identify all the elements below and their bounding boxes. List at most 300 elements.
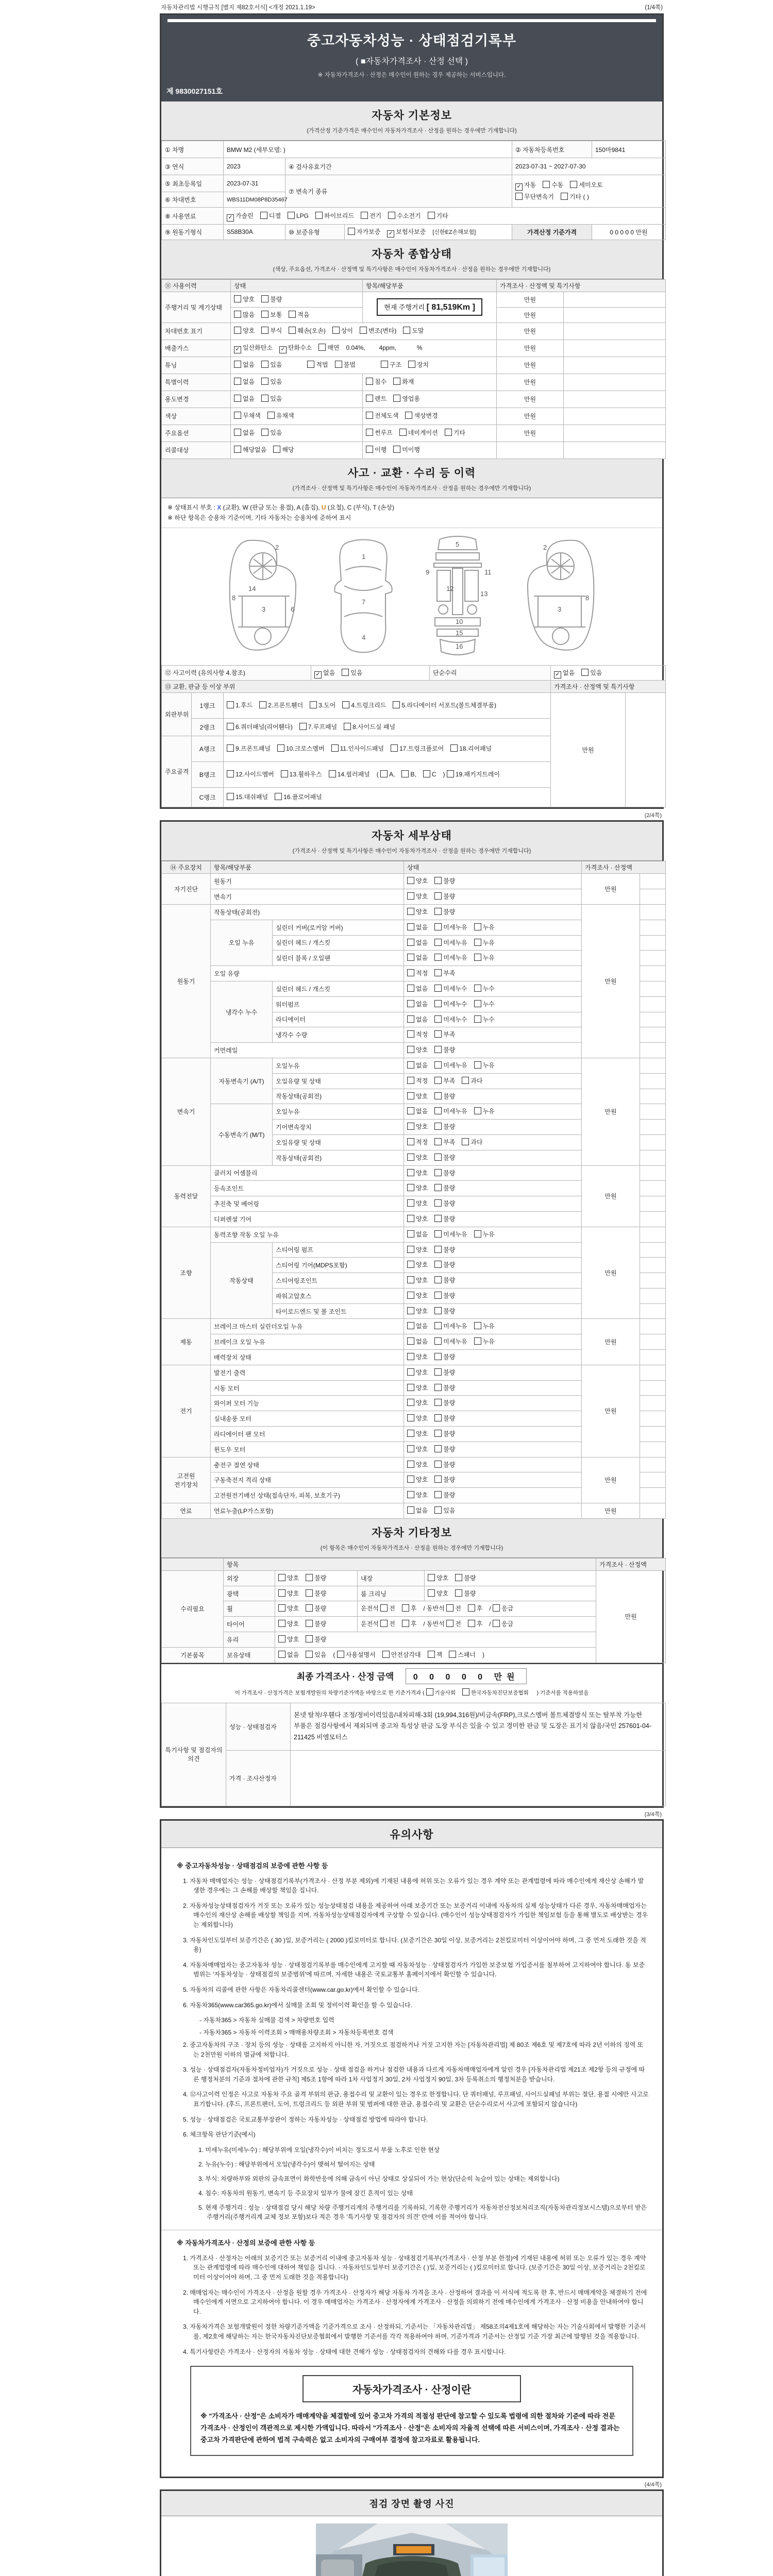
price-note-cell[interactable]: [564, 357, 666, 374]
checkbox-icon[interactable]: [227, 744, 234, 752]
checkbox-icon[interactable]: [474, 939, 481, 946]
checkbox-option[interactable]: [227, 743, 271, 755]
checkbox-icon[interactable]: [278, 1635, 285, 1642]
checkbox-option[interactable]: [407, 1290, 428, 1302]
checkbox-icon[interactable]: [428, 1574, 435, 1581]
checkbox-icon[interactable]: [277, 744, 284, 752]
checkbox-icon[interactable]: [434, 985, 442, 992]
price-note-cell[interactable]: [640, 1334, 666, 1350]
price-note-cell[interactable]: [640, 1043, 666, 1058]
checkbox-option[interactable]: [314, 667, 335, 679]
checkbox-option[interactable]: [434, 1306, 455, 1317]
checkbox-icon[interactable]: [407, 1322, 414, 1329]
checkbox-option[interactable]: [227, 721, 293, 733]
checkbox-option[interactable]: [407, 1489, 428, 1501]
checkbox-icon[interactable]: [434, 1430, 442, 1437]
checkbox-option[interactable]: [493, 1618, 513, 1630]
checkbox-checked-icon[interactable]: [554, 671, 561, 679]
checkbox-icon[interactable]: [474, 1061, 481, 1069]
checkbox-icon[interactable]: [306, 1651, 313, 1658]
checkbox-icon[interactable]: [278, 1651, 285, 1658]
checkbox-icon[interactable]: [462, 1138, 469, 1145]
checkbox-option[interactable]: [234, 427, 255, 439]
checkbox-option[interactable]: [393, 700, 496, 711]
checkbox-option[interactable]: [407, 1259, 428, 1271]
checkbox-icon[interactable]: [434, 1092, 442, 1099]
checkbox-option[interactable]: [407, 1075, 428, 1087]
checkbox-option[interactable]: [434, 906, 455, 918]
checkbox-icon[interactable]: [408, 361, 415, 368]
checkbox-icon[interactable]: [474, 1000, 481, 1007]
checkbox-option[interactable]: [434, 1275, 455, 1286]
checkbox-option[interactable]: [434, 891, 455, 903]
checkbox-icon[interactable]: [434, 1046, 442, 1053]
checkbox-option[interactable]: [407, 1382, 428, 1394]
checkbox-option[interactable]: [468, 1618, 483, 1630]
checkbox-icon[interactable]: [407, 1199, 414, 1207]
checkbox-option[interactable]: [234, 444, 266, 456]
checkbox-option[interactable]: [381, 359, 401, 371]
checkbox-icon[interactable]: [380, 770, 388, 777]
checkbox-option[interactable]: [234, 325, 255, 337]
checkbox-option[interactable]: [278, 1649, 299, 1661]
checkbox-option[interactable]: [434, 1167, 455, 1179]
checkbox-option[interactable]: [434, 952, 467, 964]
checkbox-option[interactable]: [474, 983, 495, 995]
checkbox-icon[interactable]: [474, 1015, 481, 1023]
checkbox-icon[interactable]: [434, 1353, 442, 1360]
checkbox-icon[interactable]: [306, 1635, 313, 1642]
checkbox-icon[interactable]: [407, 1154, 414, 1161]
checkbox-option[interactable]: [261, 325, 282, 337]
checkbox-icon[interactable]: [434, 1030, 442, 1038]
checkbox-option[interactable]: [289, 325, 325, 337]
checkbox-option[interactable]: [407, 1152, 428, 1164]
price-note-cell[interactable]: [640, 996, 666, 1012]
checkbox-icon[interactable]: [434, 877, 442, 884]
checkbox-icon[interactable]: [234, 378, 241, 385]
checkbox-option[interactable]: [279, 342, 312, 354]
checkbox-option[interactable]: [278, 1603, 299, 1615]
price-note-cell[interactable]: [640, 1027, 666, 1043]
checkbox-icon[interactable]: [407, 1414, 414, 1421]
checkbox-icon[interactable]: [515, 193, 523, 200]
checkbox-icon[interactable]: [407, 954, 414, 961]
checkbox-option[interactable]: [234, 309, 255, 321]
checkbox-option[interactable]: [407, 1137, 428, 1148]
price-note-cell[interactable]: [640, 981, 666, 996]
checkbox-icon[interactable]: [474, 1230, 481, 1238]
checkbox-option[interactable]: [344, 721, 395, 733]
checkbox-icon[interactable]: [260, 212, 267, 219]
checkbox-option[interactable]: [450, 743, 492, 755]
checkbox-option[interactable]: [281, 769, 322, 781]
checkbox-option[interactable]: [434, 1121, 455, 1133]
checkbox-icon[interactable]: [306, 1574, 313, 1581]
checkbox-option[interactable]: [434, 968, 455, 979]
checkbox-icon[interactable]: [407, 1123, 414, 1130]
checkbox-option[interactable]: [361, 210, 381, 222]
checkbox-icon[interactable]: [446, 1620, 453, 1627]
price-note-cell[interactable]: [640, 1196, 666, 1212]
checkbox-icon[interactable]: [426, 1688, 433, 1696]
checkbox-icon[interactable]: [393, 378, 400, 385]
checkbox-icon[interactable]: [407, 1015, 414, 1023]
checkbox-icon[interactable]: [468, 1604, 475, 1612]
checkbox-icon[interactable]: [446, 1604, 453, 1612]
checkbox-icon[interactable]: [407, 939, 414, 946]
checkbox-option[interactable]: [407, 1397, 428, 1409]
checkbox-option[interactable]: [455, 1572, 476, 1584]
checkbox-option[interactable]: [278, 1634, 299, 1646]
checkbox-icon[interactable]: [393, 701, 400, 708]
price-note-cell[interactable]: [640, 1273, 666, 1289]
checkbox-icon[interactable]: [227, 770, 234, 777]
checkbox-checked-icon[interactable]: [387, 230, 394, 238]
checkbox-icon[interactable]: [278, 1604, 285, 1612]
checkbox-icon[interactable]: [474, 1337, 481, 1345]
checkbox-icon[interactable]: [434, 1322, 442, 1329]
checkbox-icon[interactable]: [434, 1107, 442, 1114]
checkbox-option[interactable]: [434, 1044, 455, 1056]
checkbox-icon[interactable]: [581, 669, 589, 676]
checkbox-icon[interactable]: [234, 311, 241, 318]
checkbox-icon[interactable]: [348, 228, 355, 235]
price-note-cell[interactable]: [640, 1242, 666, 1258]
checkbox-icon[interactable]: [407, 1307, 414, 1314]
checkbox-option[interactable]: [434, 1290, 455, 1302]
checkbox-icon[interactable]: [434, 1199, 442, 1207]
checkbox-icon[interactable]: [434, 1015, 442, 1023]
checkbox-option[interactable]: [407, 1244, 428, 1256]
checkbox-icon[interactable]: [434, 1246, 442, 1253]
checkbox-option[interactable]: [462, 1075, 482, 1087]
checkbox-option[interactable]: [407, 968, 428, 979]
checkbox-icon[interactable]: [407, 1353, 414, 1360]
checkbox-icon[interactable]: [259, 701, 266, 708]
checkbox-option[interactable]: [474, 1014, 495, 1026]
checkbox-option[interactable]: [227, 210, 254, 222]
checkbox-option[interactable]: [474, 937, 495, 949]
price-note-cell[interactable]: [640, 920, 666, 935]
checkbox-option[interactable]: [434, 1152, 455, 1164]
checkbox-icon[interactable]: [434, 1445, 442, 1452]
checkbox-icon[interactable]: [391, 744, 398, 752]
checkbox-icon[interactable]: [399, 429, 407, 436]
checkbox-icon[interactable]: [434, 1154, 442, 1161]
checkbox-icon[interactable]: [261, 361, 268, 368]
checkbox-option[interactable]: [407, 1091, 428, 1103]
checkbox-icon[interactable]: [342, 669, 349, 676]
checkbox-option[interactable]: [407, 1229, 428, 1241]
price-note-cell[interactable]: [564, 425, 666, 442]
checkbox-icon[interactable]: [331, 744, 339, 752]
checkbox-icon[interactable]: [267, 412, 275, 419]
checkbox-option[interactable]: [388, 210, 421, 222]
checkbox-option[interactable]: [278, 1588, 299, 1600]
checkbox-icon[interactable]: [445, 429, 452, 436]
price-note-cell[interactable]: [640, 1073, 666, 1089]
checkbox-option[interactable]: [434, 1198, 455, 1210]
checkbox-option[interactable]: [391, 743, 444, 755]
checkbox-icon[interactable]: [360, 327, 367, 334]
price-note-cell[interactable]: [640, 1104, 666, 1120]
checkbox-icon[interactable]: [407, 1399, 414, 1406]
checkbox-icon[interactable]: [407, 1107, 414, 1114]
checkbox-icon[interactable]: [474, 1322, 481, 1329]
checkbox-option[interactable]: [434, 1351, 455, 1363]
checkbox-icon[interactable]: [234, 327, 241, 334]
price-note-cell[interactable]: [640, 1350, 666, 1365]
checkbox-option[interactable]: [342, 700, 386, 711]
checkbox-icon[interactable]: [434, 1506, 442, 1514]
checkbox-icon[interactable]: [407, 1077, 414, 1084]
checkbox-option[interactable]: [561, 191, 589, 203]
price-note-cell[interactable]: [640, 1472, 666, 1488]
checkbox-icon[interactable]: [318, 344, 326, 351]
checkbox-option[interactable]: [260, 210, 281, 222]
checkbox-icon[interactable]: [315, 212, 323, 219]
checkbox-option[interactable]: [307, 359, 328, 371]
checkbox-icon[interactable]: [428, 1589, 435, 1597]
checkbox-icon[interactable]: [393, 446, 400, 453]
appraiser-remarks-text[interactable]: [291, 1750, 666, 1806]
checkbox-icon[interactable]: [278, 1620, 285, 1627]
checkbox-option[interactable]: [407, 1351, 428, 1363]
checkbox-icon[interactable]: [261, 311, 268, 318]
checkbox-option[interactable]: [273, 444, 294, 456]
checkbox-option[interactable]: [447, 769, 500, 781]
checkbox-option[interactable]: [289, 309, 309, 321]
price-note-cell[interactable]: [640, 951, 666, 966]
checkbox-option[interactable]: [434, 1060, 467, 1072]
price-note-cell[interactable]: [640, 1012, 666, 1027]
checkbox-icon[interactable]: [234, 429, 241, 436]
checkbox-option[interactable]: [407, 1213, 428, 1225]
checkbox-icon[interactable]: [281, 770, 288, 777]
price-note-cell[interactable]: [640, 1442, 666, 1457]
checkbox-option[interactable]: [434, 937, 467, 949]
checkbox-option[interactable]: [474, 998, 495, 1010]
checkbox-option[interactable]: [474, 922, 495, 934]
checkbox-option[interactable]: [434, 1382, 455, 1394]
checkbox-option[interactable]: [310, 700, 335, 711]
price-note-cell[interactable]: [640, 904, 666, 920]
checkbox-icon[interactable]: [261, 327, 268, 334]
checkbox-option[interactable]: [423, 769, 436, 781]
checkbox-checked-icon[interactable]: [234, 346, 241, 353]
checkbox-option[interactable]: [306, 1572, 326, 1584]
price-note-cell[interactable]: [564, 374, 666, 391]
checkbox-option[interactable]: [434, 1075, 455, 1087]
checkbox-icon[interactable]: [423, 770, 430, 777]
checkbox-icon[interactable]: [561, 193, 568, 200]
checkbox-icon[interactable]: [434, 1276, 442, 1283]
checkbox-option[interactable]: [446, 1603, 461, 1615]
checkbox-option[interactable]: [407, 1444, 428, 1455]
price-note-cell[interactable]: [640, 889, 666, 905]
checkbox-option[interactable]: [277, 743, 325, 755]
checkbox-icon[interactable]: [434, 1261, 442, 1268]
checkbox-option[interactable]: [227, 791, 268, 803]
checkbox-icon[interactable]: [434, 1337, 442, 1345]
checkbox-icon[interactable]: [306, 1620, 313, 1627]
checkbox-icon[interactable]: [434, 1169, 442, 1176]
checkbox-icon[interactable]: [474, 923, 481, 930]
checkbox-icon[interactable]: [450, 744, 458, 752]
checkbox-icon[interactable]: [407, 923, 414, 930]
checkbox-option[interactable]: [407, 983, 428, 995]
checkbox-option[interactable]: [234, 342, 273, 354]
checkbox-option[interactable]: [407, 1474, 428, 1486]
checkbox-icon[interactable]: [570, 181, 577, 188]
checkbox-icon[interactable]: [407, 1261, 414, 1268]
price-note-cell[interactable]: [564, 340, 666, 357]
price-note-cell[interactable]: [640, 966, 666, 981]
checkbox-icon[interactable]: [234, 446, 241, 453]
checkbox-icon[interactable]: [407, 969, 414, 976]
price-note-cell[interactable]: [640, 1488, 666, 1503]
checkbox-option[interactable]: [434, 1137, 455, 1148]
checkbox-option[interactable]: [407, 998, 428, 1010]
checkbox-icon[interactable]: [234, 412, 241, 419]
checkbox-option[interactable]: [299, 721, 337, 733]
checkbox-option[interactable]: [306, 1618, 326, 1630]
checkbox-option[interactable]: [227, 769, 274, 781]
checkbox-option[interactable]: [407, 937, 428, 949]
price-note-cell[interactable]: [564, 391, 666, 408]
checkbox-option[interactable]: [434, 1106, 467, 1117]
checkbox-option[interactable]: [234, 393, 255, 405]
checkbox-icon[interactable]: [361, 212, 368, 219]
price-note-cell[interactable]: [640, 1165, 666, 1181]
checkbox-icon[interactable]: [306, 1604, 313, 1612]
checkbox-icon[interactable]: [407, 1061, 414, 1069]
checkbox-option[interactable]: [407, 1505, 428, 1517]
checkbox-option[interactable]: [407, 1029, 428, 1041]
checkbox-checked-icon[interactable]: [515, 183, 523, 191]
checkbox-icon[interactable]: [393, 395, 400, 402]
checkbox-option[interactable]: [407, 1336, 428, 1348]
checkbox-option[interactable]: [434, 922, 467, 934]
checkbox-option[interactable]: [474, 1106, 495, 1117]
checkbox-option[interactable]: [275, 791, 322, 803]
price-note-cell[interactable]: [640, 1258, 666, 1273]
checkbox-option[interactable]: [434, 1474, 455, 1486]
checkbox-option[interactable]: [407, 1198, 428, 1210]
checkbox-option[interactable]: [261, 309, 282, 321]
price-note-cell[interactable]: [640, 1503, 666, 1519]
checkbox-option[interactable]: [402, 1618, 417, 1630]
checkbox-option[interactable]: [434, 1229, 467, 1241]
checkbox-icon[interactable]: [332, 327, 340, 334]
price-note-cell[interactable]: [640, 1089, 666, 1104]
checkbox-icon[interactable]: [307, 361, 314, 368]
checkbox-icon[interactable]: [474, 1107, 481, 1114]
checkbox-icon[interactable]: [342, 701, 349, 708]
checkbox-option[interactable]: [407, 1367, 428, 1379]
price-note-cell[interactable]: [640, 1181, 666, 1196]
checkbox-icon[interactable]: [434, 1368, 442, 1376]
checkbox-option[interactable]: [434, 1091, 455, 1103]
checkbox-icon[interactable]: [434, 923, 442, 930]
checkbox-icon[interactable]: [434, 1123, 442, 1130]
checkbox-icon[interactable]: [407, 1046, 414, 1053]
checkbox-option[interactable]: [462, 1688, 529, 1699]
checkbox-option[interactable]: [446, 1618, 461, 1630]
checkbox-icon[interactable]: [329, 770, 336, 777]
checkbox-checked-icon[interactable]: [227, 214, 234, 222]
checkbox-icon[interactable]: [381, 361, 388, 368]
checkbox-icon[interactable]: [380, 1620, 388, 1627]
checkbox-icon[interactable]: [289, 311, 296, 318]
checkbox-icon[interactable]: [428, 212, 435, 219]
checkbox-option[interactable]: [407, 1167, 428, 1179]
checkbox-option[interactable]: [434, 1336, 467, 1348]
checkbox-option[interactable]: [434, 1182, 455, 1194]
price-note-cell[interactable]: [564, 442, 666, 459]
checkbox-option[interactable]: [393, 444, 420, 456]
checkbox-option[interactable]: [306, 1603, 326, 1615]
checkbox-option[interactable]: [261, 359, 282, 371]
checkbox-option[interactable]: [428, 1588, 448, 1600]
checkbox-option[interactable]: [259, 700, 303, 711]
checkbox-option[interactable]: [434, 983, 467, 995]
checkbox-icon[interactable]: [434, 1138, 442, 1145]
checkbox-icon[interactable]: [366, 412, 373, 419]
checkbox-icon[interactable]: [407, 1445, 414, 1452]
checkbox-icon[interactable]: [407, 1138, 414, 1145]
price-note-cell[interactable]: [640, 1058, 666, 1073]
checkbox-icon[interactable]: [434, 1491, 442, 1498]
checkbox-option[interactable]: [278, 1618, 299, 1630]
price-note-cell[interactable]: [640, 1427, 666, 1442]
checkbox-option[interactable]: [434, 875, 455, 887]
checkbox-option[interactable]: [407, 1428, 428, 1440]
checkbox-icon[interactable]: [278, 1574, 285, 1581]
checkbox-option[interactable]: [306, 1634, 326, 1646]
checkbox-option[interactable]: [288, 210, 309, 222]
checkbox-icon[interactable]: [428, 1651, 435, 1658]
checkbox-option[interactable]: [449, 1649, 476, 1661]
price-note-cell[interactable]: [640, 1120, 666, 1135]
checkbox-icon[interactable]: [434, 1061, 442, 1069]
checkbox-option[interactable]: [234, 410, 261, 422]
checkbox-option[interactable]: [331, 743, 384, 755]
checkbox-option[interactable]: [366, 427, 393, 439]
checkbox-option[interactable]: [407, 891, 428, 903]
checkbox-icon[interactable]: [366, 446, 373, 453]
checkbox-option[interactable]: [515, 191, 554, 203]
checkbox-option[interactable]: [348, 226, 380, 238]
checkbox-option[interactable]: [407, 1060, 428, 1072]
checkbox-option[interactable]: [407, 1320, 428, 1332]
checkbox-option[interactable]: [366, 393, 386, 405]
checkbox-icon[interactable]: [407, 1215, 414, 1222]
checkbox-icon[interactable]: [275, 793, 282, 800]
checkbox-option[interactable]: [306, 1588, 326, 1600]
checkbox-icon[interactable]: [407, 1000, 414, 1007]
checkbox-icon[interactable]: [299, 723, 307, 730]
checkbox-option[interactable]: [380, 1618, 395, 1630]
checkbox-icon[interactable]: [493, 1620, 500, 1627]
checkbox-icon[interactable]: [407, 1092, 414, 1099]
checkbox-option[interactable]: [366, 410, 398, 422]
checkbox-icon[interactable]: [407, 985, 414, 992]
checkbox-option[interactable]: [407, 906, 428, 918]
checkbox-icon[interactable]: [434, 954, 442, 961]
checkbox-icon[interactable]: [234, 395, 241, 402]
